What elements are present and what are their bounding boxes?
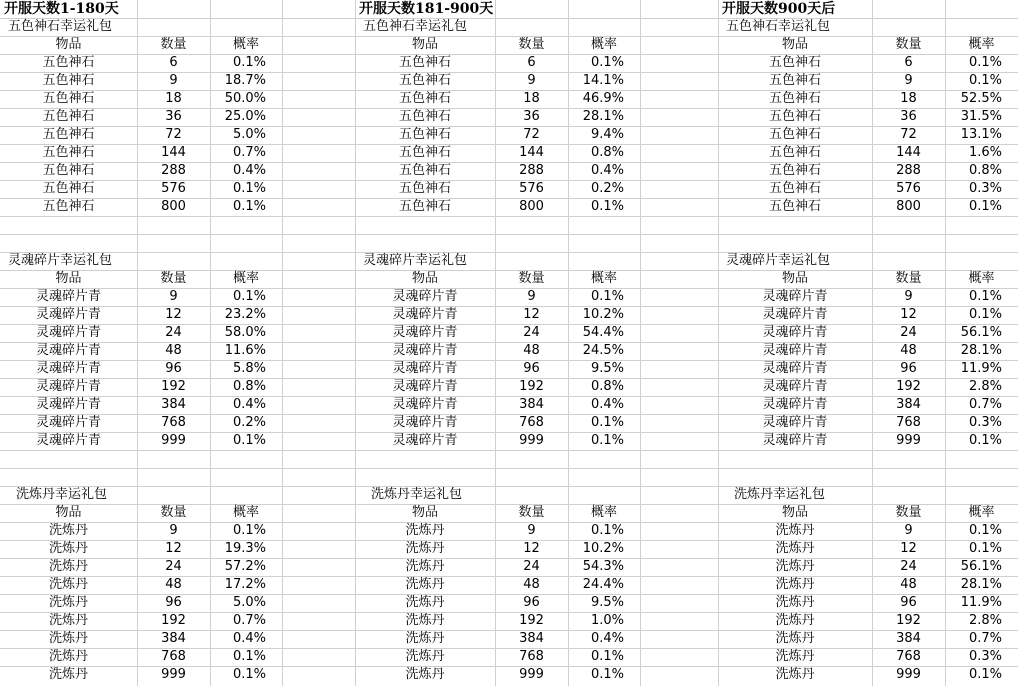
item-name-cell: 灵魂碎片青 (35, 289, 101, 304)
quantity-cell: 48 (165, 577, 182, 592)
column-header-quantity: 数量 (160, 505, 187, 520)
probability-cell: 52.5% (960, 91, 1002, 106)
probability-cell: 11.6% (224, 343, 266, 358)
quantity-cell: 999 (519, 433, 544, 448)
item-name-cell: 洗炼丹 (48, 523, 88, 538)
column-header-quantity: 数量 (160, 37, 187, 52)
probability-cell: 0.1% (590, 667, 624, 682)
probability-cell: 0.1% (968, 199, 1002, 214)
quantity-cell: 12 (900, 307, 917, 322)
probability-cell: 0.8% (590, 379, 624, 394)
item-name-cell: 五色神石 (42, 55, 95, 70)
probability-cell: 0.1% (232, 181, 266, 196)
probability-cell: 0.7% (232, 145, 266, 160)
quantity-cell: 48 (523, 343, 540, 358)
probability-cell: 0.3% (968, 649, 1002, 664)
item-name-cell: 五色神石 (768, 109, 821, 124)
probability-cell: 0.1% (232, 199, 266, 214)
item-name-cell: 五色神石 (42, 181, 95, 196)
probability-cell: 54.4% (582, 325, 624, 340)
quantity-cell: 9 (169, 523, 178, 538)
probability-cell: 11.9% (960, 361, 1002, 376)
gift-pack-name: 灵魂碎片幸运礼包 (363, 253, 468, 268)
item-name-cell: 五色神石 (768, 199, 821, 214)
grid-row-line (0, 468, 1018, 469)
probability-cell: 0.7% (968, 631, 1002, 646)
column-header-probability: 概率 (968, 505, 995, 520)
quantity-cell: 24 (165, 325, 182, 340)
grid-row-line (0, 450, 1018, 451)
item-name-cell: 灵魂碎片青 (392, 379, 458, 394)
column-header-quantity: 数量 (518, 271, 545, 286)
quantity-cell: 192 (161, 613, 186, 628)
probability-cell: 24.4% (582, 577, 624, 592)
column-header-probability: 概率 (232, 505, 259, 520)
item-name-cell: 灵魂碎片青 (392, 433, 458, 448)
quantity-cell: 96 (165, 595, 182, 610)
column-header-probability: 概率 (232, 37, 259, 52)
probability-cell: 0.7% (968, 397, 1002, 412)
quantity-cell: 192 (896, 379, 921, 394)
item-name-cell: 五色神石 (398, 91, 451, 106)
probability-cell: 0.1% (968, 667, 1002, 682)
probability-cell: 0.4% (232, 397, 266, 412)
quantity-cell: 9 (904, 73, 913, 88)
item-name-cell: 洗炼丹 (775, 631, 815, 646)
probability-cell: 0.8% (590, 145, 624, 160)
probability-cell: 56.1% (960, 559, 1002, 574)
column-header-item: 物品 (55, 505, 82, 520)
probability-cell: 0.3% (968, 181, 1002, 196)
item-name-cell: 五色神石 (768, 163, 821, 178)
quantity-cell: 288 (896, 163, 921, 178)
probability-cell: 0.1% (232, 667, 266, 682)
quantity-cell: 768 (896, 649, 921, 664)
item-name-cell: 灵魂碎片青 (35, 397, 101, 412)
item-name-cell: 洗炼丹 (775, 559, 815, 574)
item-name-cell: 洗炼丹 (405, 541, 445, 556)
probability-cell: 18.7% (224, 73, 266, 88)
column-header-probability: 概率 (590, 37, 617, 52)
quantity-cell: 24 (900, 559, 917, 574)
item-name-cell: 洗炼丹 (405, 595, 445, 610)
quantity-cell: 192 (519, 379, 544, 394)
quantity-cell: 144 (519, 145, 544, 160)
item-name-cell: 洗炼丹 (405, 613, 445, 628)
item-name-cell: 洗炼丹 (405, 577, 445, 592)
item-name-cell: 洗炼丹 (48, 631, 88, 646)
quantity-cell: 9 (904, 289, 913, 304)
quantity-cell: 384 (519, 631, 544, 646)
item-name-cell: 洗炼丹 (775, 667, 815, 682)
probability-cell: 13.1% (960, 127, 1002, 142)
item-name-cell: 五色神石 (42, 73, 95, 88)
quantity-cell: 24 (900, 325, 917, 340)
quantity-cell: 24 (523, 559, 540, 574)
quantity-cell: 9 (169, 289, 178, 304)
quantity-cell: 72 (900, 127, 917, 142)
probability-cell: 0.1% (590, 415, 624, 430)
probability-cell: 0.1% (232, 55, 266, 70)
item-name-cell: 洗炼丹 (48, 613, 88, 628)
item-name-cell: 五色神石 (398, 127, 451, 142)
item-name-cell: 灵魂碎片青 (35, 433, 101, 448)
quantity-cell: 768 (896, 415, 921, 430)
section-title: 开服天数900天后 (722, 1, 836, 17)
probability-cell: 23.2% (224, 307, 266, 322)
item-name-cell: 洗炼丹 (48, 649, 88, 664)
quantity-cell: 384 (161, 397, 186, 412)
item-name-cell: 灵魂碎片青 (762, 325, 828, 340)
item-name-cell: 灵魂碎片青 (392, 307, 458, 322)
item-name-cell: 灵魂碎片青 (35, 379, 101, 394)
column-header-probability: 概率 (590, 271, 617, 286)
item-name-cell: 洗炼丹 (405, 649, 445, 664)
quantity-cell: 96 (165, 361, 182, 376)
column-header-quantity: 数量 (518, 505, 545, 520)
grid-row-line (0, 234, 1018, 235)
quantity-cell: 36 (165, 109, 182, 124)
probability-cell: 0.1% (590, 199, 624, 214)
probability-cell: 46.9% (582, 91, 624, 106)
quantity-cell: 48 (165, 343, 182, 358)
item-name-cell: 洗炼丹 (48, 541, 88, 556)
quantity-cell: 999 (161, 433, 186, 448)
quantity-cell: 999 (519, 667, 544, 682)
probability-cell: 54.3% (582, 559, 624, 574)
item-name-cell: 五色神石 (768, 145, 821, 160)
item-name-cell: 洗炼丹 (405, 667, 445, 682)
probability-cell: 50.0% (224, 91, 266, 106)
item-name-cell: 灵魂碎片青 (35, 361, 101, 376)
item-name-cell: 洗炼丹 (775, 595, 815, 610)
quantity-cell: 192 (896, 613, 921, 628)
quantity-cell: 384 (161, 631, 186, 646)
quantity-cell: 576 (896, 181, 921, 196)
item-name-cell: 灵魂碎片青 (762, 433, 828, 448)
item-name-cell: 洗炼丹 (775, 577, 815, 592)
probability-cell: 9.5% (590, 361, 624, 376)
item-name-cell: 洗炼丹 (775, 613, 815, 628)
gift-pack-name: 洗炼丹幸运礼包 (734, 487, 826, 502)
probability-cell: 17.2% (224, 577, 266, 592)
probability-cell: 24.5% (582, 343, 624, 358)
quantity-cell: 48 (900, 577, 917, 592)
item-name-cell: 灵魂碎片青 (762, 307, 828, 322)
quantity-cell: 800 (161, 199, 186, 214)
probability-cell: 5.0% (232, 595, 266, 610)
quantity-cell: 36 (900, 109, 917, 124)
probability-cell: 5.8% (232, 361, 266, 376)
column-header-item: 物品 (781, 271, 808, 286)
probability-cell: 0.4% (590, 631, 624, 646)
item-name-cell: 洗炼丹 (775, 649, 815, 664)
quantity-cell: 24 (523, 325, 540, 340)
column-header-quantity: 数量 (518, 37, 545, 52)
probability-cell: 31.5% (960, 109, 1002, 124)
probability-cell: 0.1% (968, 541, 1002, 556)
probability-cell: 0.4% (232, 631, 266, 646)
column-header-quantity: 数量 (895, 505, 922, 520)
quantity-cell: 9 (527, 523, 536, 538)
quantity-cell: 192 (519, 613, 544, 628)
quantity-cell: 6 (904, 55, 913, 70)
item-name-cell: 灵魂碎片青 (762, 379, 828, 394)
item-name-cell: 灵魂碎片青 (392, 415, 458, 430)
item-name-cell: 五色神石 (398, 181, 451, 196)
probability-cell: 25.0% (224, 109, 266, 124)
column-header-item: 物品 (411, 37, 438, 52)
probability-cell: 0.1% (590, 523, 624, 538)
column-header-quantity: 数量 (160, 271, 187, 286)
item-name-cell: 五色神石 (398, 109, 451, 124)
grid-row-line (0, 216, 1018, 217)
quantity-cell: 12 (523, 307, 540, 322)
item-name-cell: 五色神石 (768, 55, 821, 70)
quantity-cell: 768 (161, 649, 186, 664)
column-header-probability: 概率 (232, 271, 259, 286)
item-name-cell: 灵魂碎片青 (762, 343, 828, 358)
quantity-cell: 12 (165, 541, 182, 556)
probability-cell: 5.0% (232, 127, 266, 142)
probability-cell: 0.1% (590, 289, 624, 304)
probability-cell: 0.1% (968, 289, 1002, 304)
quantity-cell: 288 (161, 163, 186, 178)
column-header-probability: 概率 (968, 271, 995, 286)
probability-cell: 0.4% (232, 163, 266, 178)
gift-pack-name: 灵魂碎片幸运礼包 (726, 253, 831, 268)
quantity-cell: 18 (165, 91, 182, 106)
column-header-probability: 概率 (590, 505, 617, 520)
quantity-cell: 96 (523, 361, 540, 376)
probability-cell: 0.1% (232, 649, 266, 664)
quantity-cell: 768 (161, 415, 186, 430)
quantity-cell: 768 (519, 415, 544, 430)
quantity-cell: 192 (161, 379, 186, 394)
item-name-cell: 五色神石 (398, 199, 451, 214)
item-name-cell: 灵魂碎片青 (762, 361, 828, 376)
quantity-cell: 384 (896, 631, 921, 646)
gift-pack-name: 五色神石幸运礼包 (363, 19, 468, 34)
item-name-cell: 洗炼丹 (48, 667, 88, 682)
gift-pack-name: 灵魂碎片幸运礼包 (8, 253, 113, 268)
probability-cell: 1.0% (590, 613, 624, 628)
quantity-cell: 9 (169, 73, 178, 88)
probability-cell: 1.6% (968, 145, 1002, 160)
quantity-cell: 12 (165, 307, 182, 322)
probability-cell: 0.2% (590, 181, 624, 196)
item-name-cell: 五色神石 (768, 73, 821, 88)
item-name-cell: 灵魂碎片青 (392, 325, 458, 340)
probability-cell: 0.2% (232, 415, 266, 430)
probability-cell: 57.2% (224, 559, 266, 574)
probability-cell: 56.1% (960, 325, 1002, 340)
probability-cell: 0.3% (968, 415, 1002, 430)
quantity-cell: 36 (523, 109, 540, 124)
item-name-cell: 洗炼丹 (48, 559, 88, 574)
column-header-quantity: 数量 (895, 271, 922, 286)
quantity-cell: 384 (519, 397, 544, 412)
item-name-cell: 灵魂碎片青 (762, 289, 828, 304)
probability-cell: 0.1% (968, 307, 1002, 322)
item-name-cell: 灵魂碎片青 (392, 397, 458, 412)
gift-pack-name: 洗炼丹幸运礼包 (16, 487, 108, 502)
quantity-cell: 96 (523, 595, 540, 610)
probability-cell: 2.8% (968, 379, 1002, 394)
quantity-cell: 800 (896, 199, 921, 214)
quantity-cell: 12 (523, 541, 540, 556)
quantity-cell: 9 (527, 73, 536, 88)
quantity-cell: 96 (900, 595, 917, 610)
quantity-cell: 384 (896, 397, 921, 412)
quantity-cell: 72 (165, 127, 182, 142)
quantity-cell: 72 (523, 127, 540, 142)
quantity-cell: 768 (519, 649, 544, 664)
probability-cell: 11.9% (960, 595, 1002, 610)
item-name-cell: 五色神石 (398, 55, 451, 70)
probability-cell: 0.8% (232, 379, 266, 394)
probability-cell: 0.8% (968, 163, 1002, 178)
probability-cell: 28.1% (960, 577, 1002, 592)
probability-cell: 0.1% (968, 433, 1002, 448)
item-name-cell: 五色神石 (768, 91, 821, 106)
gift-pack-name: 洗炼丹幸运礼包 (371, 487, 463, 502)
probability-cell: 0.1% (590, 55, 624, 70)
probability-cell: 0.4% (590, 163, 624, 178)
quantity-cell: 999 (896, 433, 921, 448)
column-header-item: 物品 (781, 37, 808, 52)
item-name-cell: 灵魂碎片青 (762, 397, 828, 412)
probability-cell: 19.3% (224, 541, 266, 556)
probability-cell: 0.7% (232, 613, 266, 628)
probability-cell: 0.1% (968, 55, 1002, 70)
column-header-probability: 概率 (968, 37, 995, 52)
probability-cell: 0.4% (590, 397, 624, 412)
item-name-cell: 洗炼丹 (48, 595, 88, 610)
quantity-cell: 6 (169, 55, 178, 70)
quantity-cell: 12 (900, 541, 917, 556)
quantity-cell: 288 (519, 163, 544, 178)
item-name-cell: 五色神石 (398, 163, 451, 178)
quantity-cell: 48 (523, 577, 540, 592)
probability-cell: 0.1% (968, 523, 1002, 538)
probability-cell: 0.1% (232, 289, 266, 304)
item-name-cell: 五色神石 (42, 127, 95, 142)
quantity-cell: 18 (523, 91, 540, 106)
probability-cell: 14.1% (582, 73, 624, 88)
section-title: 开服天数1-180天 (4, 1, 119, 17)
quantity-cell: 9 (904, 523, 913, 538)
quantity-cell: 18 (900, 91, 917, 106)
item-name-cell: 五色神石 (398, 73, 451, 88)
probability-cell: 28.1% (582, 109, 624, 124)
item-name-cell: 灵魂碎片青 (35, 307, 101, 322)
probability-cell: 0.1% (590, 433, 624, 448)
quantity-cell: 144 (896, 145, 921, 160)
item-name-cell: 五色神石 (42, 199, 95, 214)
item-name-cell: 灵魂碎片青 (392, 289, 458, 304)
quantity-cell: 48 (900, 343, 917, 358)
probability-cell: 0.1% (590, 649, 624, 664)
quantity-cell: 24 (165, 559, 182, 574)
quantity-cell: 999 (896, 667, 921, 682)
item-name-cell: 五色神石 (42, 163, 95, 178)
item-name-cell: 灵魂碎片青 (762, 415, 828, 430)
item-name-cell: 五色神石 (42, 145, 95, 160)
quantity-cell: 576 (519, 181, 544, 196)
section-title: 开服天数181-900天 (359, 1, 494, 17)
quantity-cell: 800 (519, 199, 544, 214)
item-name-cell: 洗炼丹 (405, 631, 445, 646)
probability-cell: 58.0% (224, 325, 266, 340)
item-name-cell: 五色神石 (768, 181, 821, 196)
quantity-cell: 999 (161, 667, 186, 682)
item-name-cell: 五色神石 (398, 145, 451, 160)
probability-cell: 2.8% (968, 613, 1002, 628)
item-name-cell: 五色神石 (768, 127, 821, 142)
item-name-cell: 灵魂碎片青 (35, 343, 101, 358)
quantity-cell: 144 (161, 145, 186, 160)
probability-cell: 9.5% (590, 595, 624, 610)
item-name-cell: 五色神石 (42, 109, 95, 124)
gift-pack-name: 五色神石幸运礼包 (8, 19, 113, 34)
probability-cell: 10.2% (582, 541, 624, 556)
item-name-cell: 洗炼丹 (775, 541, 815, 556)
item-name-cell: 洗炼丹 (775, 523, 815, 538)
probability-cell: 9.4% (590, 127, 624, 142)
item-name-cell: 灵魂碎片青 (392, 361, 458, 376)
grid-column-line (282, 0, 283, 686)
item-name-cell: 五色神石 (42, 91, 95, 106)
item-name-cell: 洗炼丹 (405, 559, 445, 574)
quantity-cell: 9 (527, 289, 536, 304)
column-header-quantity: 数量 (895, 37, 922, 52)
item-name-cell: 洗炼丹 (405, 523, 445, 538)
column-header-item: 物品 (781, 505, 808, 520)
quantity-cell: 6 (527, 55, 536, 70)
probability-cell: 28.1% (960, 343, 1002, 358)
probability-cell: 0.1% (968, 73, 1002, 88)
column-header-item: 物品 (411, 505, 438, 520)
grid-column-line (640, 0, 641, 686)
probability-cell: 0.1% (232, 523, 266, 538)
quantity-cell: 96 (900, 361, 917, 376)
item-name-cell: 灵魂碎片青 (35, 325, 101, 340)
item-name-cell: 洗炼丹 (48, 577, 88, 592)
column-header-item: 物品 (55, 37, 82, 52)
column-header-item: 物品 (411, 271, 438, 286)
quantity-cell: 576 (161, 181, 186, 196)
item-name-cell: 灵魂碎片青 (392, 343, 458, 358)
item-name-cell: 灵魂碎片青 (35, 415, 101, 430)
gift-pack-name: 五色神石幸运礼包 (726, 19, 831, 34)
probability-cell: 10.2% (582, 307, 624, 322)
column-header-item: 物品 (55, 271, 82, 286)
probability-cell: 0.1% (232, 433, 266, 448)
